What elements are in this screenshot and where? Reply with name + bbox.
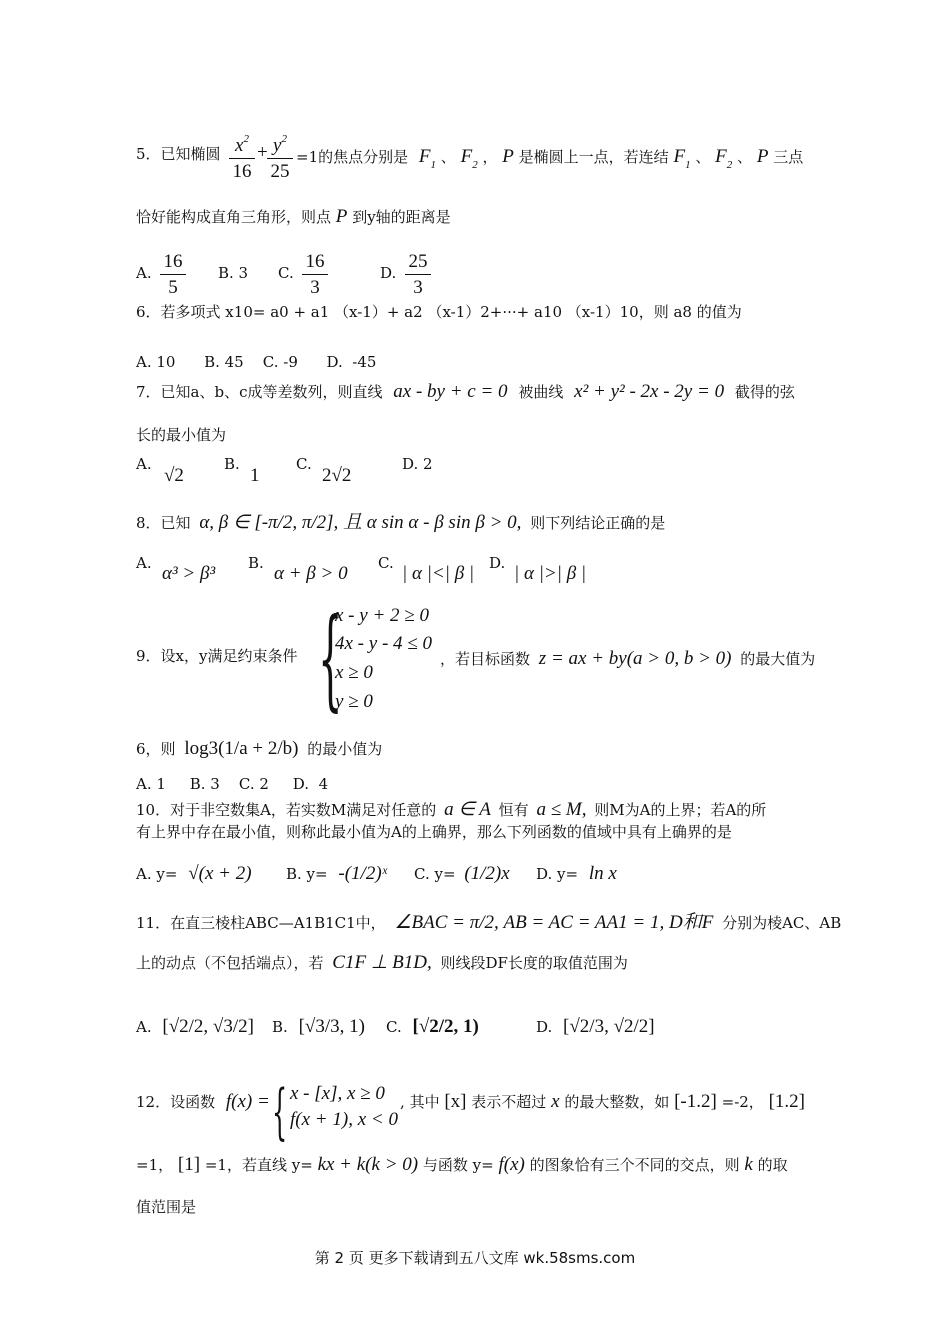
- q11-stem: 11．在直三棱柱ABC—A1B1C1中， ∠BAC = π/2, AB = AC = AA1 = 1, D和F 分别为棱AC、AB: [136, 912, 842, 933]
- q5-plus: +: [257, 142, 268, 163]
- q10-stem: 10．对于非空数集A，若实数M满足对任意的 a ∈ A 恒有 a ≤ M, 则M为A的上界；若A的所: [136, 799, 767, 820]
- q7-option-c: C.: [296, 455, 312, 473]
- q6-options: A. 10 B. 45 C. -9 D. -45: [136, 353, 377, 371]
- q5-option-c: C.: [278, 264, 294, 282]
- q10-option-d: D. y= ln x: [536, 863, 617, 884]
- q8-option-c-value: | α |<| β |: [402, 563, 475, 584]
- q12-stem: 12．设函数 f(x) =: [136, 1091, 270, 1112]
- q7-option-a-value: √2: [164, 465, 184, 486]
- q8-option-c: C.: [378, 554, 394, 572]
- q5-stem-rest: =1的焦点分别是 $F_1$ 、 $F_2$ ， P 是椭圆上一点，若连结 $F_1$ 、 $F_2$ 、 P 三点: [296, 146, 804, 171]
- q7-option-c-value: 2√2: [322, 465, 352, 486]
- q9-line2: 6，则 log3(1/a + 2/b) 的最小值为: [136, 738, 383, 759]
- q7-line2: 长的最小值为: [136, 426, 227, 444]
- q9-constraint-1: x - y + 2 ≥ 0: [335, 605, 429, 626]
- q9-brace: {: [318, 594, 343, 722]
- q11-option-b: B. [√3/3, 1): [272, 1016, 365, 1037]
- q8-option-b: B.: [248, 554, 264, 572]
- q5-option-b: B. 3: [218, 264, 249, 282]
- q7-option-b: B.: [224, 455, 240, 473]
- q5-option-a: A.: [136, 264, 152, 282]
- q10-option-c: C. y= (1/2)x: [414, 863, 510, 884]
- q8-option-a-value: α³ > β³: [162, 563, 216, 584]
- q8-option-d: D.: [489, 554, 506, 572]
- q8-stem: 8．已知 α, β ∈ [-π/2, π/2], 且 α sin α - β sin β > 0, 则下列结论正确的是: [136, 512, 666, 533]
- q7-option-d: D. 2: [402, 455, 433, 473]
- q5-option-d-value: 25 3: [405, 252, 431, 297]
- q10-line2: 有上界中存在最小值，则称此最小值为A的上确界，那么下列函数的值域中具有上确界的是: [136, 823, 732, 841]
- q5-line2: 恰好能构成直角三角形，则点 P 到y轴的距离是: [136, 206, 451, 227]
- q5-stem: 5．已知椭圆: [136, 145, 221, 163]
- q9-constraint-2: 4x - y - 4 ≤ 0: [335, 633, 432, 654]
- q5-option-c-value: 16 3: [302, 252, 328, 297]
- q7-stem: 7．已知a、b、c成等差数列，则直线 ax - by + c = 0 被曲线 x² + y² - 2x - 2y = 0 截得的弦: [136, 381, 795, 402]
- q5-fraction-x: $x^2$ 16: [229, 136, 255, 181]
- q12-stem-rest: , 其中 [x] 表示不超过 x 的最大整数，如 [-1.2] =-2， [1.2]: [400, 1091, 805, 1112]
- q9-stem: 9．设x，y满足约束条件: [136, 647, 298, 665]
- q9-options: A. 1 B. 3 C. 2 D. 4: [136, 775, 329, 793]
- q7-option-a: A.: [136, 455, 152, 473]
- q11-option-c: C. [√2/2, 1): [386, 1016, 479, 1037]
- q9-constraint-4: y ≥ 0: [335, 691, 373, 712]
- q12-piece-1: x - [x], x ≥ 0: [290, 1083, 385, 1104]
- page-footer: 第 2 页 更多下载请到五八文库 wk.58sms.com: [314, 1249, 636, 1267]
- q8-option-a: A.: [136, 554, 152, 572]
- q5-fraction-y: $y^2$ 25: [267, 136, 293, 181]
- q10-option-a: A. y= √(x + 2): [136, 863, 252, 884]
- q9-constraint-3: x ≥ 0: [335, 662, 373, 683]
- q11-option-d: D. [√2/3, √2/2]: [536, 1016, 655, 1037]
- q12-piece-2: f(x + 1), x < 0: [290, 1109, 398, 1130]
- q8-option-b-value: α + β > 0: [274, 563, 348, 584]
- q7-option-b-value: 1: [250, 465, 260, 486]
- q11-option-a: A. [√2/2, √3/2]: [136, 1016, 254, 1037]
- q5-option-d: D.: [380, 264, 397, 282]
- q12-line3: 值范围是: [136, 1198, 197, 1216]
- q10-option-b: B. y= -(1/2)ˣ: [286, 863, 388, 884]
- q12-brace: {: [272, 1077, 288, 1147]
- q9-stem-rest: ，若目标函数 z = ax + by(a > 0, b > 0) 的最大值为: [440, 648, 816, 669]
- q6-stem: 6．若多项式 x10= a0 + a1 （x-1）+ a2 （x-1）2+···+ a10 （x-1）10，则 a8 的值为: [136, 303, 742, 321]
- q12-line2: =1， [1] =1，若直线 y= kx + k(k > 0) 与函数 y= f(x) 的图象恰有三个不同的交点，则 k 的取: [136, 1154, 788, 1175]
- q11-line2: 上的动点（不包括端点），若 C1F ⊥ B1D, 则线段DF长度的取值范围为: [136, 952, 628, 973]
- q8-option-d-value: | α |>| β |: [514, 563, 587, 584]
- q5-option-a-value: 16 5: [160, 252, 186, 297]
